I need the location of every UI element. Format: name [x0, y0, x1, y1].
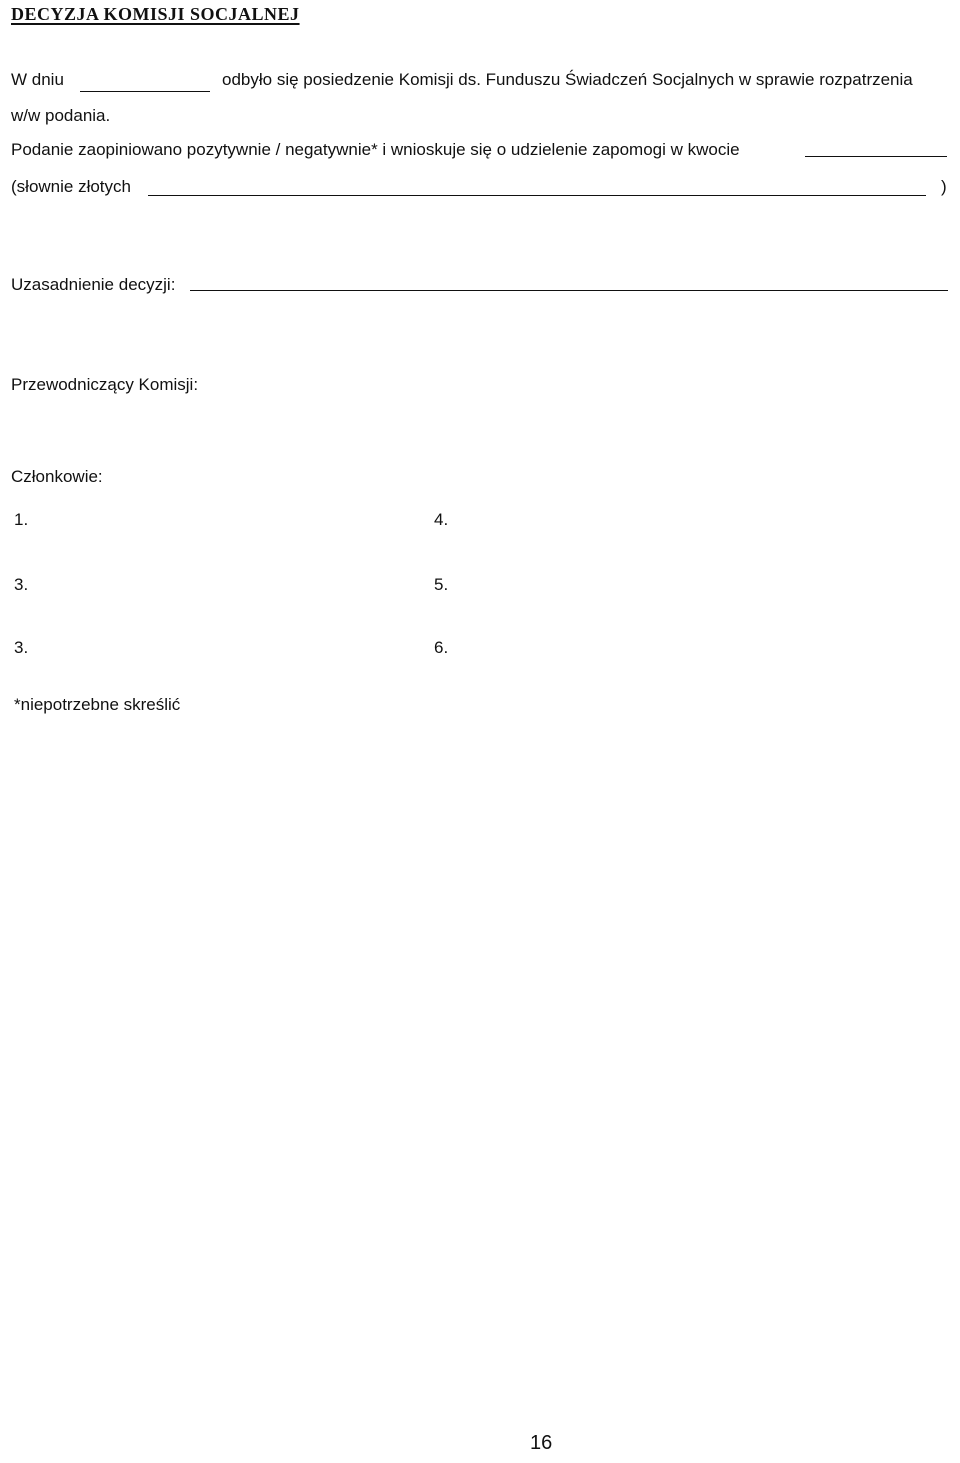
- date-prefix-label: W dniu: [11, 70, 64, 89]
- page-number: 16: [530, 1432, 553, 1454]
- footnote: *niepotrzebne skreślić: [14, 695, 181, 714]
- justification-label: Uzasadnienie decyzji:: [11, 275, 176, 294]
- member-number: 3.: [14, 575, 29, 594]
- justification-input-line[interactable]: [190, 290, 948, 291]
- members-label: Członkowie:: [11, 467, 103, 486]
- document-title: DECYZJA KOMISJI SOCJALNEJ: [11, 4, 300, 24]
- amount-words-prefix: (słownie złotych: [11, 177, 131, 196]
- date-input-line[interactable]: [80, 91, 210, 92]
- member-number: 5.: [434, 575, 449, 594]
- date-suffix-label: odbyło się posiedzenie Komisji ds. Funduszu Świadczeń Socjalnych w sprawie rozpatrzenia: [222, 70, 913, 89]
- amount-input-line[interactable]: [805, 156, 947, 157]
- amount-words-suffix: ): [941, 177, 947, 196]
- opinion-text: Podanie zaopiniowano pozytywnie / negatywnie* i wnioskuje się o udzielenie zapomogi w kwocie: [11, 140, 740, 159]
- member-number: 6.: [434, 638, 449, 657]
- member-number: 1.: [14, 510, 29, 529]
- member-number: 4.: [434, 510, 449, 529]
- chairman-label: Przewodniczący Komisji:: [11, 375, 199, 394]
- amount-words-input-line[interactable]: [148, 195, 926, 196]
- meeting-continuation: w/w podania.: [11, 106, 111, 125]
- member-number: 3.: [14, 638, 29, 657]
